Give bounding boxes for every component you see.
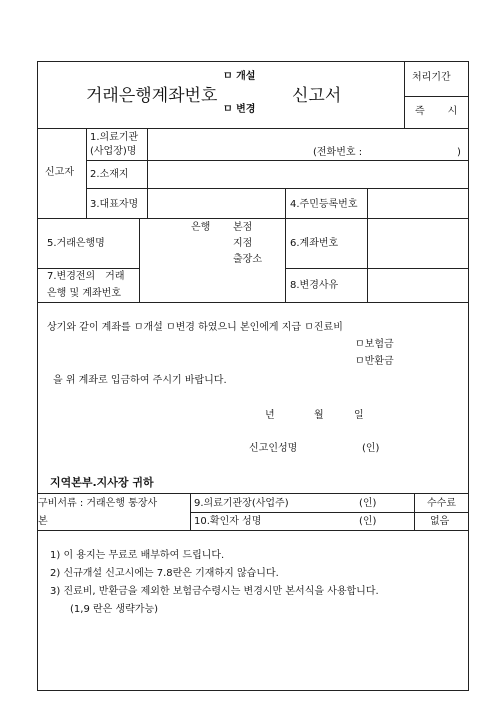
reporter-row2-line bbox=[86, 188, 468, 189]
note-4: (1,9 란은 생략가능) bbox=[70, 604, 159, 615]
bank-right-row bbox=[285, 268, 468, 269]
account-number-label: 6.계좌번호 bbox=[290, 238, 339, 249]
sub-branch-label: 출장소 bbox=[233, 254, 262, 265]
prev-account-label-2: 은행 및 계좌번호 bbox=[47, 288, 121, 299]
institution-input[interactable] bbox=[148, 130, 466, 158]
reporter-col-line bbox=[86, 128, 87, 218]
note-2: 2) 신규개설 신고시에는 7.8란은 기재하지 않습니다. bbox=[50, 568, 279, 579]
date-year: 년 bbox=[265, 410, 275, 421]
phone-close: ) bbox=[457, 147, 461, 158]
signer-label: 신고인성명 bbox=[249, 443, 298, 454]
bank-bottom bbox=[37, 302, 469, 303]
attach-mid bbox=[190, 512, 468, 513]
documents-label-1: 구비서류 : 거래은행 통장사 bbox=[38, 498, 158, 509]
option-insurance[interactable]: ㅁ보험금 bbox=[355, 339, 394, 350]
prev-account-label-1: 7.변경전의 거래 bbox=[47, 271, 125, 282]
bank-label-col bbox=[139, 218, 140, 302]
resident-number-label: 4.주민등록번호 bbox=[290, 199, 358, 210]
verifier-label: 10.확인자 성명 bbox=[194, 516, 262, 527]
documents-label-2: 본 bbox=[38, 516, 48, 527]
note-1: 1) 이 용지는 무료로 배부하여 드립니다. bbox=[50, 550, 225, 561]
bank-word: 은행 bbox=[191, 222, 211, 233]
attach-top bbox=[37, 493, 469, 494]
option-refund[interactable]: ㅁ반환금 bbox=[355, 356, 394, 367]
signer-seal: (인) bbox=[362, 443, 380, 454]
resident-number-input[interactable] bbox=[369, 190, 467, 217]
option-change[interactable]: ㅁ 변경 bbox=[223, 104, 256, 115]
bank-right-col bbox=[367, 218, 368, 302]
header-split bbox=[404, 96, 468, 97]
head-office-label: 본점 bbox=[233, 222, 253, 233]
bank-mid-col bbox=[285, 218, 286, 302]
reporter-section-label: 신고자 bbox=[45, 167, 74, 178]
prev-account-input[interactable] bbox=[141, 270, 284, 301]
branch-label: 지점 bbox=[233, 238, 253, 249]
reporter-row1-line bbox=[86, 160, 468, 161]
bank-name-label: 5.거래은행명 bbox=[47, 238, 105, 249]
header-bottom bbox=[37, 128, 469, 129]
note-3: 3) 진료비, 반환금을 제외한 보험금수령시는 변경시만 본서식을 사용합니다. bbox=[50, 586, 379, 597]
representative-input[interactable] bbox=[148, 190, 283, 217]
representative-label: 3.대표자명 bbox=[90, 199, 139, 210]
header-divider bbox=[404, 61, 405, 129]
rep-rrn-col bbox=[367, 188, 368, 218]
form-title: 거래은행계좌번호 bbox=[86, 86, 218, 106]
bank-left-row bbox=[37, 268, 139, 269]
institution-label-2: (사업장)명 bbox=[90, 146, 137, 157]
option-open[interactable]: ㅁ 개설 bbox=[223, 71, 256, 82]
frame-bottom bbox=[37, 690, 469, 691]
frame-right bbox=[468, 61, 469, 691]
rep-mid-col bbox=[285, 188, 286, 218]
processing-period-label: 처리기간 bbox=[412, 72, 451, 83]
institution-label-1: 1.의료기관 bbox=[90, 132, 139, 143]
institution-head-seal: (인) bbox=[359, 498, 377, 509]
statement-line-1: 상기와 같이 계좌를 ㅁ개설 ㅁ변경 하였으니 본인에게 지급 ㅁ진료비 bbox=[47, 322, 343, 333]
recipient: 지역본부.지사장 귀하 bbox=[50, 476, 154, 489]
fee-label: 수수료 bbox=[427, 498, 456, 509]
form-title-suffix: 신고서 bbox=[292, 86, 342, 106]
address-input[interactable] bbox=[148, 162, 466, 187]
change-reason-input[interactable] bbox=[369, 270, 467, 301]
verifier-seal: (인) bbox=[359, 516, 377, 527]
date-day: 일 bbox=[354, 410, 364, 421]
frame-left bbox=[37, 61, 38, 691]
institution-head-label: 9.의료기관장(사업주) bbox=[194, 498, 289, 509]
processing-period-value: 즉 시 bbox=[415, 106, 459, 117]
reporter-bottom bbox=[37, 218, 469, 219]
account-number-input[interactable] bbox=[369, 220, 467, 267]
address-label: 2.소재지 bbox=[90, 169, 129, 180]
date-month: 월 bbox=[314, 410, 324, 421]
statement-line-2: 을 위 계좌로 입금하여 주시기 바랍니다. bbox=[53, 375, 227, 386]
change-reason-label: 8.변경사유 bbox=[290, 280, 339, 291]
phone-label: (전화번호 : bbox=[313, 147, 363, 158]
attach-bottom bbox=[37, 530, 469, 531]
fee-value: 없음 bbox=[430, 516, 450, 527]
